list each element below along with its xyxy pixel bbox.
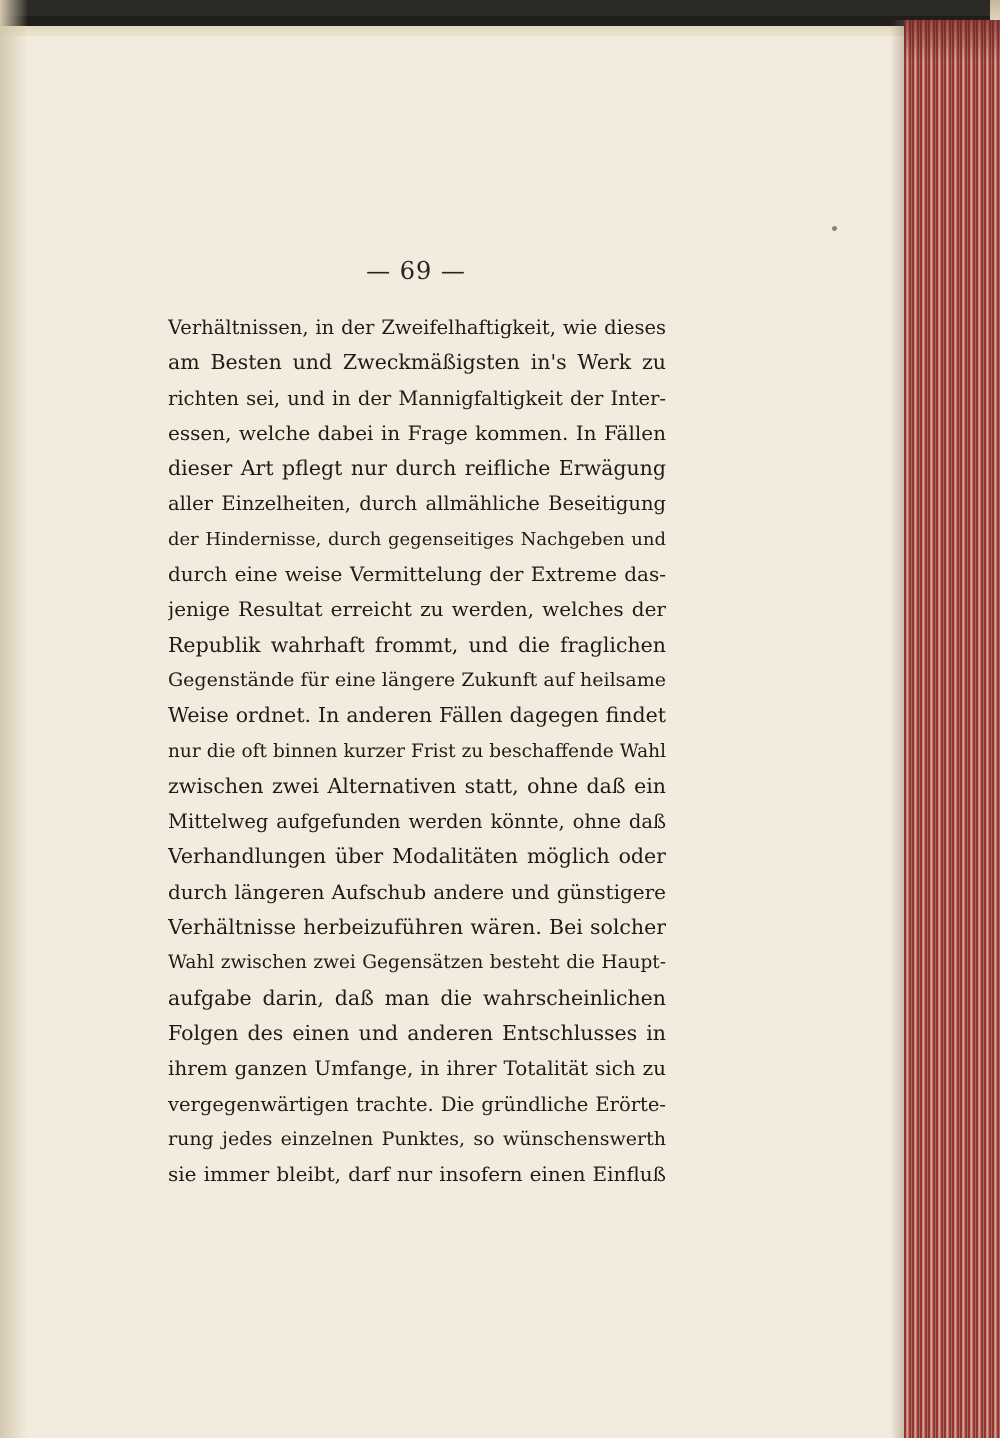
- text-line: durch längeren Aufschub andere und günstigere: [168, 879, 666, 904]
- text-line: Weise ordnet. In anderen Fällen dagegen findet: [168, 703, 666, 728]
- text-line: Republik wahrhaft frommt, und die fraglichen: [168, 632, 666, 657]
- gutter-shadow: [0, 0, 28, 1438]
- text-line: dieser Art pflegt nur durch reifliche Erwägung: [168, 456, 666, 481]
- cover-edge-strip: [0, 0, 990, 16]
- paper-speck: [832, 226, 837, 231]
- text-line: nur die oft binnen kurzer Frist zu beschaffende Wahl: [168, 740, 666, 762]
- text-line: Verhandlungen über Modalitäten möglich oder: [168, 844, 666, 869]
- page-block-top-shade: [904, 20, 1000, 60]
- text-line: Gegenstände für eine längere Zukunft auf heilsame: [168, 668, 666, 691]
- text-line: aller Einzelheiten, durch allmähliche Beseitigung: [168, 492, 666, 516]
- text-line: Folgen des einen und anderen Entschlusses in: [168, 1020, 666, 1045]
- text-line: Verhältnisse herbeizuführen wären. Bei solcher: [168, 915, 666, 940]
- text-line: ihrem ganzen Umfange, in ihrer Totalität sich zu: [168, 1056, 666, 1081]
- text-line: durch eine weise Vermittelung der Extreme das-: [168, 562, 666, 587]
- text-line: Wahl zwischen zwei Gegensätzen besteht die Haupt-: [168, 952, 666, 974]
- text-line: aufgabe darin, daß man die wahrscheinlichen: [168, 985, 666, 1010]
- page-number: — 69 —: [366, 257, 466, 285]
- text-line: rung jedes einzelnen Punktes, so wünschenswerth: [168, 1127, 666, 1150]
- text-line: Mittelweg aufgefunden werden könnte, ohne daß: [168, 810, 666, 834]
- body-text-block: [168, 310, 666, 1192]
- text-line: am Besten und Zweckmäßigsten in's Werk zu: [168, 350, 666, 375]
- text-line: der Hindernisse, durch gegenseitiges Nachgeben und: [168, 528, 666, 550]
- page-edge-shadow: [890, 20, 904, 1438]
- text-line: essen, welche dabei in Frage kommen. In Fällen: [168, 420, 666, 445]
- text-line: richten sei, und in der Mannigfaltigkeit der Inter-: [168, 386, 666, 410]
- text-line: zwischen zwei Alternativen statt, ohne daß ein: [168, 773, 666, 798]
- text-line: jenige Resultat erreicht zu werden, welches der: [168, 597, 666, 622]
- text-line: vergegenwärtigen trachte. Die gründliche Erörte-: [168, 1092, 666, 1116]
- page-block-edges: [904, 20, 1000, 1438]
- text-line: Verhältnissen, in der Zweifelhaftigkeit, wie dieses: [168, 316, 666, 339]
- cover-edge-detail: [0, 16, 990, 26]
- text-line: sie immer bleibt, darf nur insofern einen Einfluß: [168, 1162, 666, 1187]
